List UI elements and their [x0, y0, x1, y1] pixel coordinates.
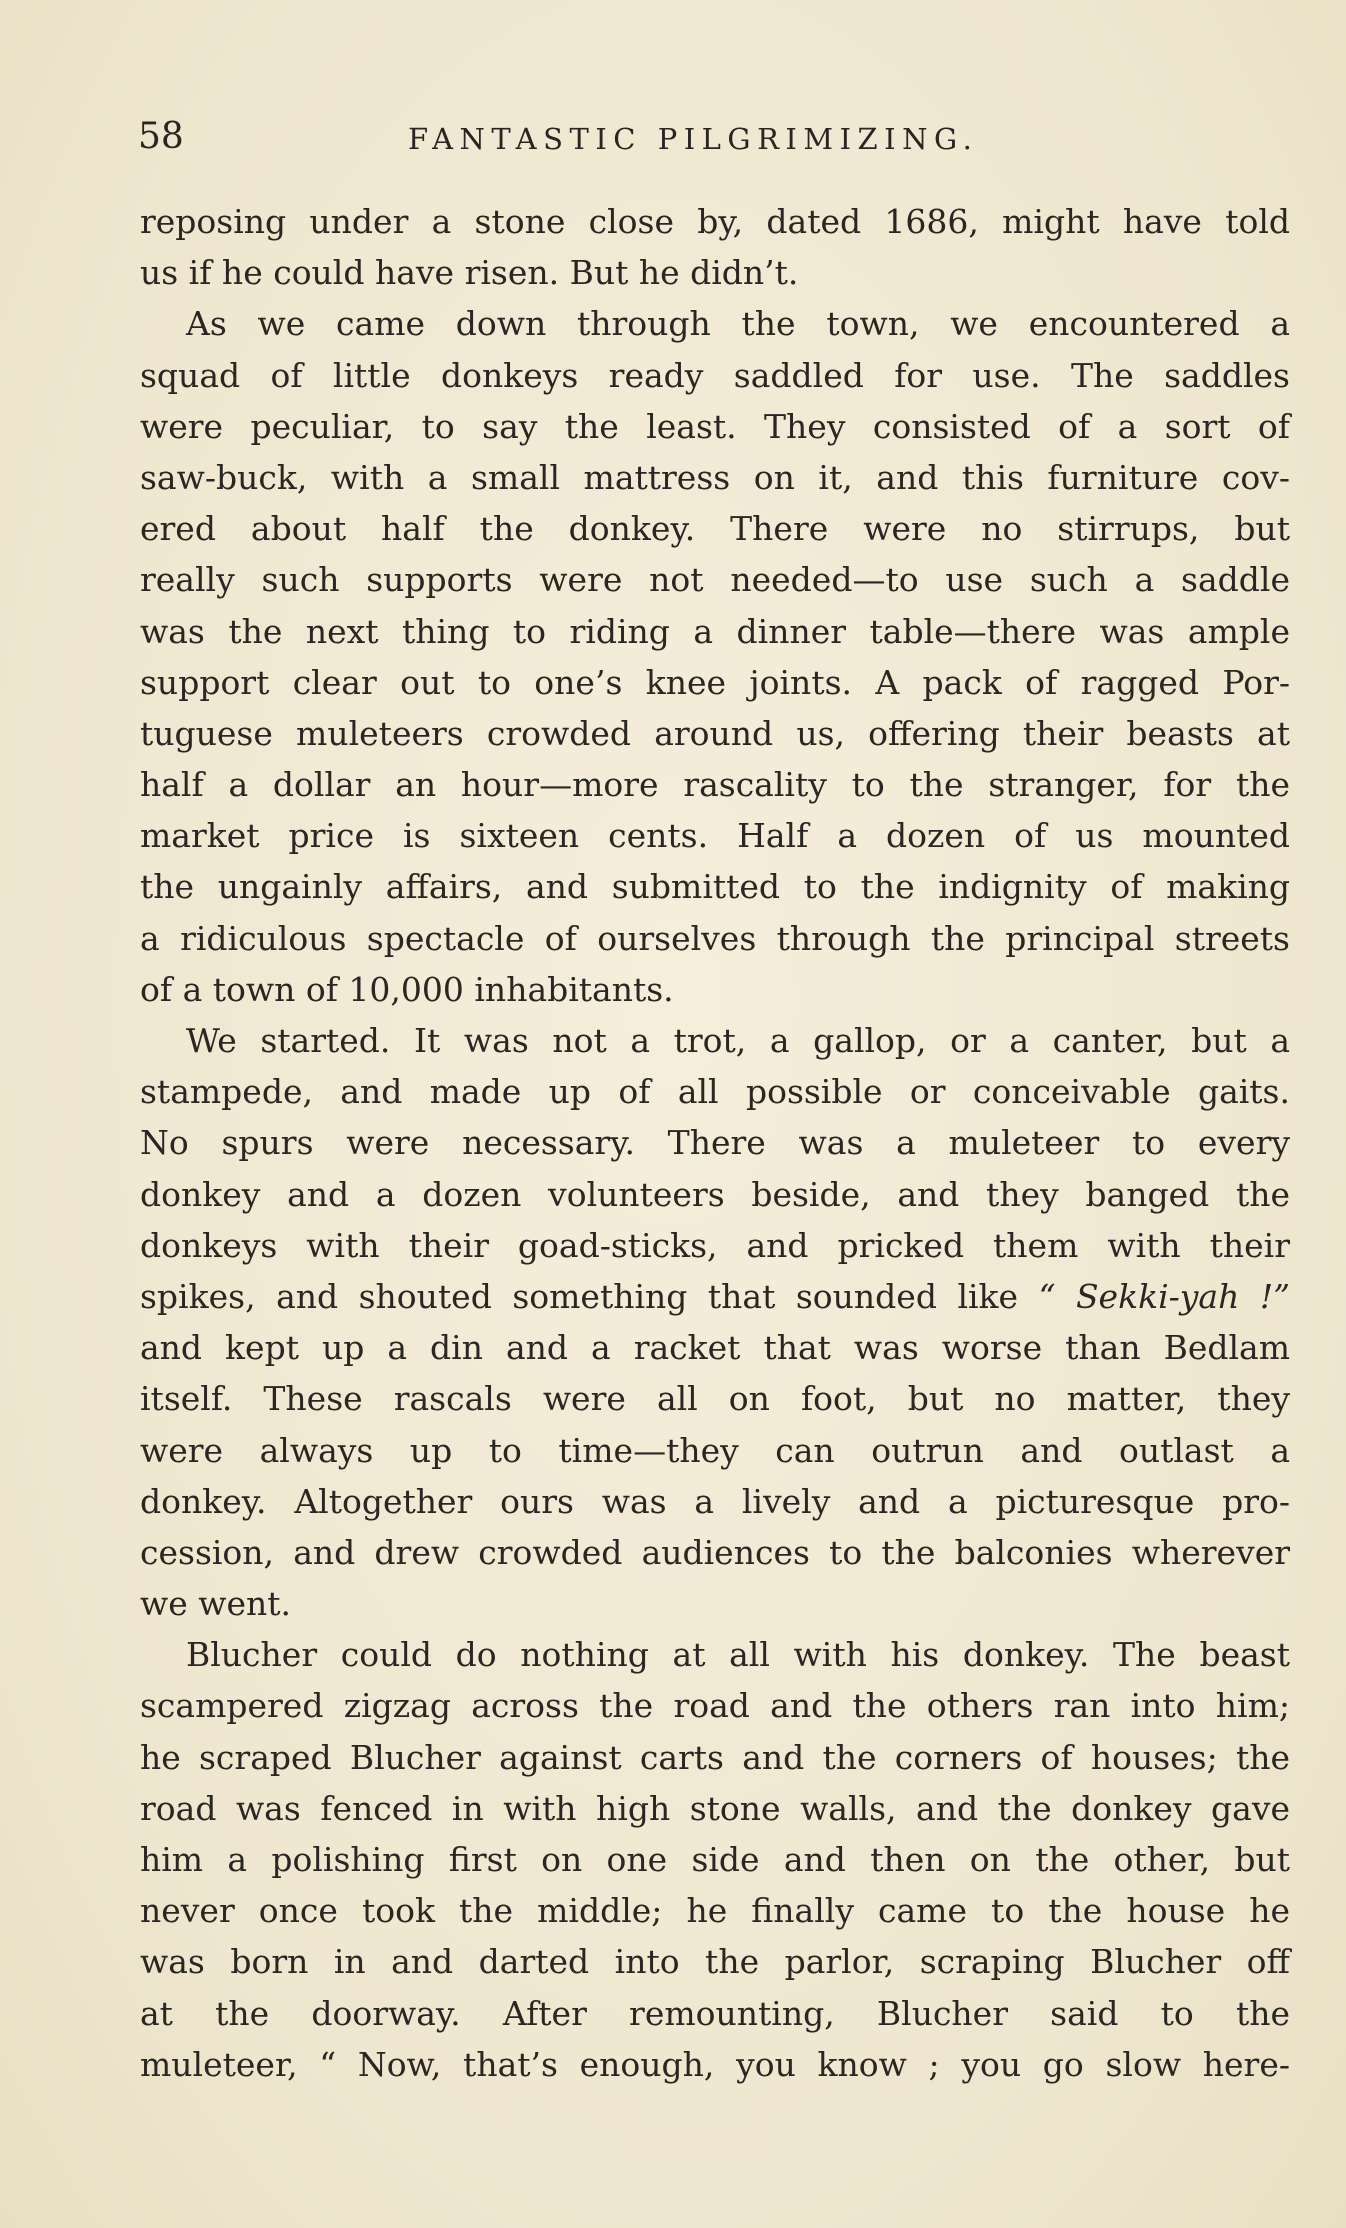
text-line: never once took the middle; he finally came to the house he: [140, 1891, 1290, 1931]
text-line: support clear out to one’s knee joints. A pack of ragged Por-: [140, 662, 1290, 702]
text-line: road was fenced in with high stone walls, and the donkey gave: [140, 1788, 1290, 1828]
text-line: and kept up a din and a racket that was worse than Bedlam: [140, 1328, 1290, 1368]
text-line: were always up to time—they can outrun and outlast a: [140, 1430, 1290, 1470]
text-line: saw-buck, with a small mattress on it, and this furniture cov-: [140, 457, 1290, 497]
text-line: Blucher could do nothing at all with his donkey. The beast: [186, 1635, 1290, 1675]
text-line: No spurs were necessary. There was a muleteer to every: [140, 1123, 1290, 1163]
body-text: [140, 196, 1290, 2090]
page-number: 58: [138, 116, 184, 157]
text-line: half a dollar an hour—more rascality to the stranger, for the: [140, 765, 1290, 805]
text-line: market price is sixteen cents. Half a dozen of us mounted: [140, 816, 1290, 856]
text-line: were peculiar, to say the least. They consisted of a sort of: [140, 406, 1290, 446]
text-line: tuguese muleteers crowded around us, offering their beasts at: [140, 713, 1290, 753]
text-line: We started. It was not a trot, a gallop, or a canter, but a: [186, 1021, 1290, 1060]
text-line: muleteer, “ Now, that’s enough, you know ; you go slow here-: [140, 2044, 1290, 2084]
text-line: donkeys with their goad-sticks, and pricked them with their: [140, 1225, 1290, 1265]
text-line: of a town of 10,000 inhabitants.: [140, 969, 674, 1009]
page-header: [138, 112, 1288, 162]
text-line: donkey. Altogether ours was a lively and a picturesque pro-: [140, 1481, 1290, 1521]
text-line: us if he could have risen. But he didn’t.: [140, 253, 799, 293]
text-line: was born in and darted into the parlor, scraping Blucher off: [140, 1942, 1290, 1982]
text-line: squad of little donkeys ready saddled for use. The saddles: [140, 355, 1290, 395]
italic-phrase: “ Sekki-yah !”: [1038, 1276, 1290, 1316]
text-line: donkey and a dozen volunteers beside, and they banged the: [140, 1174, 1290, 1214]
text-line: scampered zigzag across the road and the others ran into him;: [140, 1686, 1290, 1726]
text-line: itself. These rascals were all on foot, but no matter, they: [140, 1379, 1290, 1419]
text-line: cession, and drew crowded audiences to the balconies wherever: [140, 1532, 1290, 1572]
text-line: really such supports were not needed—to use such a saddle: [140, 560, 1290, 600]
text-line: was the next thing to riding a dinner table—there was ample: [140, 611, 1290, 651]
text-line: we went.: [140, 1584, 292, 1624]
text-line-with-italic: [140, 1271, 1290, 1322]
text-line: As we came down through the town, we encountered a: [186, 304, 1290, 344]
running-title: FANTASTIC PILGRIMIZING.: [408, 122, 979, 156]
text-line: he scraped Blucher against carts and the corners of houses; the: [140, 1737, 1290, 1777]
text-line: ered about half the donkey. There were no stirrups, but: [140, 509, 1290, 549]
text-line: at the doorway. After remounting, Blucher said to the: [140, 1993, 1290, 2033]
text-line: him a polishing first on one side and then on the other, but: [140, 1840, 1290, 1879]
text-line: the ungainly affairs, and submitted to the indignity of making: [140, 867, 1290, 907]
text-line: a ridiculous spectacle of ourselves through the principal streets: [140, 918, 1290, 958]
text-segment: spikes, and shouted something that sounded like: [140, 1276, 1019, 1316]
text-line: reposing under a stone close by, dated 1686, might have told: [140, 202, 1290, 241]
text-line: stampede, and made up of all possible or conceivable gaits.: [140, 1072, 1290, 1112]
